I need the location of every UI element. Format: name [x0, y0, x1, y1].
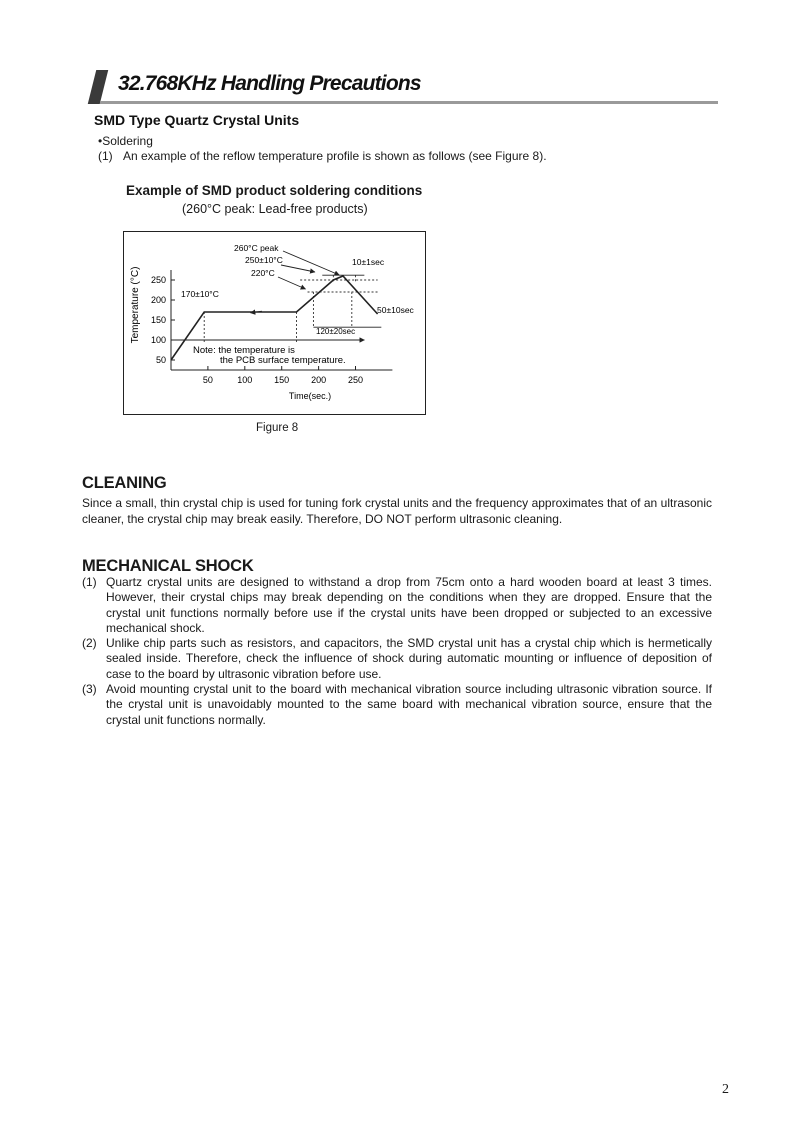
cleaning-paragraph: Since a small, thin crystal chip is used for tuning fork crystal units and the frequency approximates that of an ultrasonic cleaner, the crystal chip may break easily. Therefore, DO NOT perform ultrasonic cleaning.: [82, 496, 712, 526]
x-tick-label: 200: [311, 375, 327, 385]
x-tick-label: 250: [347, 375, 364, 385]
soldering-bullet: •Soldering: [98, 134, 153, 148]
list-item: [82, 575, 712, 636]
page-title: 32.768KHz Handling Precautions: [118, 72, 421, 95]
x-axis-label: Time(sec.): [288, 391, 332, 401]
page-number: 2: [722, 1082, 729, 1097]
annotation-50s: 50±10sec: [377, 305, 414, 315]
mechanical-shock-list: [82, 575, 712, 728]
cleaning-heading: CLEANING: [82, 474, 167, 492]
item-number: (1): [98, 149, 113, 163]
figure-title: Example of SMD product soldering conditions: [126, 183, 423, 198]
y-tick-label: 200: [150, 295, 166, 305]
y-tick-label: 50: [155, 355, 166, 365]
annotation-peak: 260°C peak: [234, 243, 279, 253]
mechanical-shock-heading: MECHANICAL SHOCK: [82, 557, 254, 575]
y-tick-label: 150: [150, 315, 166, 325]
annotation-120s: 120±20sec: [316, 327, 356, 336]
annotation-10s: 10±1sec: [352, 257, 385, 267]
annotation-220: 220°C: [251, 268, 275, 278]
item-text: Quartz crystal units are designed to withstand a drop from 75cm onto a hard wooden board at least 3 times. However, their crystal chips may break depending on the conditions when they are dropped. Ensure that the crystal unit functions normally before use if the crystal units have been dropped or subjected to an excessive mechanical shock.: [106, 575, 712, 635]
x-tick-label: 150: [274, 375, 290, 385]
section-title: SMD Type Quartz Crystal Units: [94, 112, 300, 128]
item-number: (3): [82, 682, 97, 697]
item-number: (2): [82, 636, 97, 651]
y-tick-label: 100: [150, 335, 166, 345]
soldering-item-1: [98, 149, 547, 163]
x-tick-label: 50: [202, 375, 213, 385]
annotation-peak-range: 250±10°C: [245, 255, 283, 265]
reflow-profile-chart: [123, 231, 427, 415]
item-number: (1): [82, 575, 97, 589]
figure-subtitle: (260°C peak: Lead-free products): [182, 202, 368, 216]
list-item: [82, 682, 712, 728]
header-accent-bar: [88, 70, 108, 104]
header-rule: [100, 101, 718, 104]
annotation-note-2: the PCB surface temperature.: [220, 355, 346, 366]
item-text: An example of the reflow temperature profile is shown as follows (see Figure 8).: [123, 149, 547, 163]
item-text: Unlike chip parts such as resistors, and capacitors, the SMD crystal unit has a crystal chip which is hermetically sealed inside. Therefore, check the influence of shock during automatic mounting or influence of deposition of case to the board by ultrasonic vibration before use.: [106, 636, 712, 681]
annotation-preheat: 170±10°C: [181, 289, 219, 299]
y-tick-label: 250: [150, 275, 166, 285]
x-tick-label: 100: [237, 375, 253, 385]
item-text: Avoid mounting crystal unit to the board with mechanical vibration source including ultrasonic vibration source. If the crystal unit is unavoidably mounted to the same board with mechanical vibration source, ensure that the crystal unit functions normally.: [106, 682, 712, 727]
y-axis-label: Temperature (°C): [130, 266, 141, 344]
figure-caption: Figure 8: [256, 422, 299, 434]
annotation-note-1: Note: the temperature is: [193, 345, 295, 356]
list-item: [82, 636, 712, 682]
